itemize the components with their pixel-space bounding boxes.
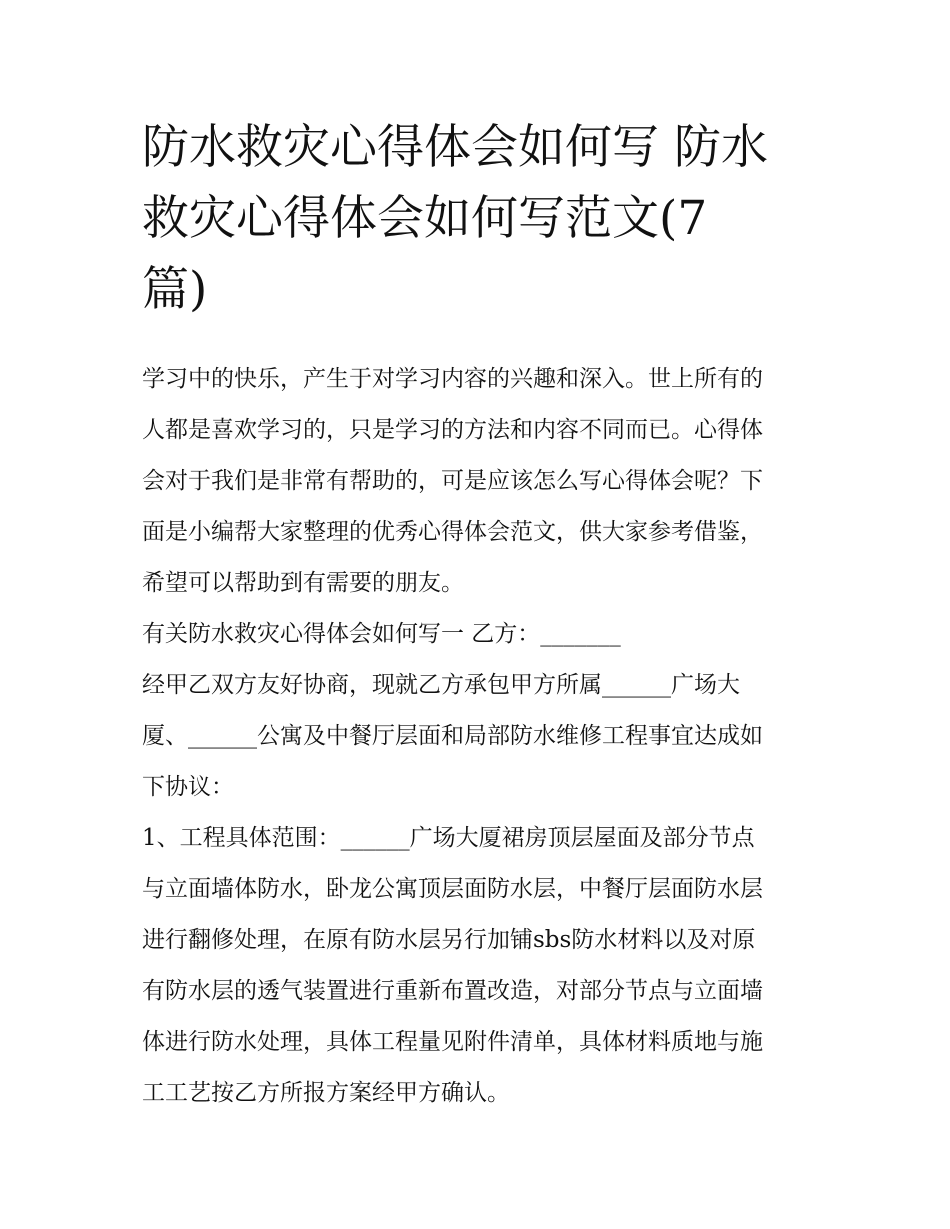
text-line: 经甲乙双方友好协商，现就乙方承包甲方所属______广场大 xyxy=(142,672,740,698)
text-line: 有关防水救灾心得体会如何写一 乙方：_______ xyxy=(142,621,621,647)
text-line: 与立面墙体防水，卧龙公寓顶层面防水层，中餐厅层面防水层 xyxy=(142,876,763,902)
text-line: 1、工程具体范围：______广场大厦裙房顶层屋面及部分节点 xyxy=(142,825,755,851)
text-line: 体进行防水处理，具体工程量见附件清单，具体材料质地与施 xyxy=(142,1029,763,1055)
text-line: 厦、______公寓及中餐厅层面和局部防水维修工程事宜达成如 xyxy=(142,723,763,749)
title-line: 救灾心得体会如何写范文(7 xyxy=(142,191,708,246)
document-body xyxy=(142,354,822,1119)
text-line: 面是小编帮大家整理的优秀心得体会范文，供大家参考借鉴， xyxy=(142,519,763,545)
text-line: 有防水层的透气装置进行重新布置改造，对部分节点与立面墙 xyxy=(142,978,763,1004)
text-line: 学习中的快乐，产生于对学习内容的兴趣和深入。世上所有的 xyxy=(142,366,763,392)
intro-paragraph xyxy=(142,354,822,609)
text-line: 下协议： xyxy=(142,774,234,800)
title-line: 篇) xyxy=(142,262,208,317)
text-line: 会对于我们是非常有帮助的，可是应该怎么写心得体会呢？下 xyxy=(142,468,763,494)
agreement-paragraph xyxy=(142,660,822,813)
text-line: 希望可以帮助到有需要的朋友。 xyxy=(142,570,464,596)
text-line: 进行翻修处理，在原有防水层另行加铺sbs防水材料以及对原 xyxy=(142,927,756,953)
title-line: 防水救灾心得体会如何写 防水 xyxy=(142,120,768,175)
document-title xyxy=(142,112,822,325)
text-line: 工工艺按乙方所报方案经甲方确认。 xyxy=(142,1080,510,1106)
section-heading-paragraph xyxy=(142,609,822,660)
text-line: 人都是喜欢学习的，只是学习的方法和内容不同而已。心得体 xyxy=(142,417,763,443)
scope-paragraph xyxy=(142,813,822,1119)
